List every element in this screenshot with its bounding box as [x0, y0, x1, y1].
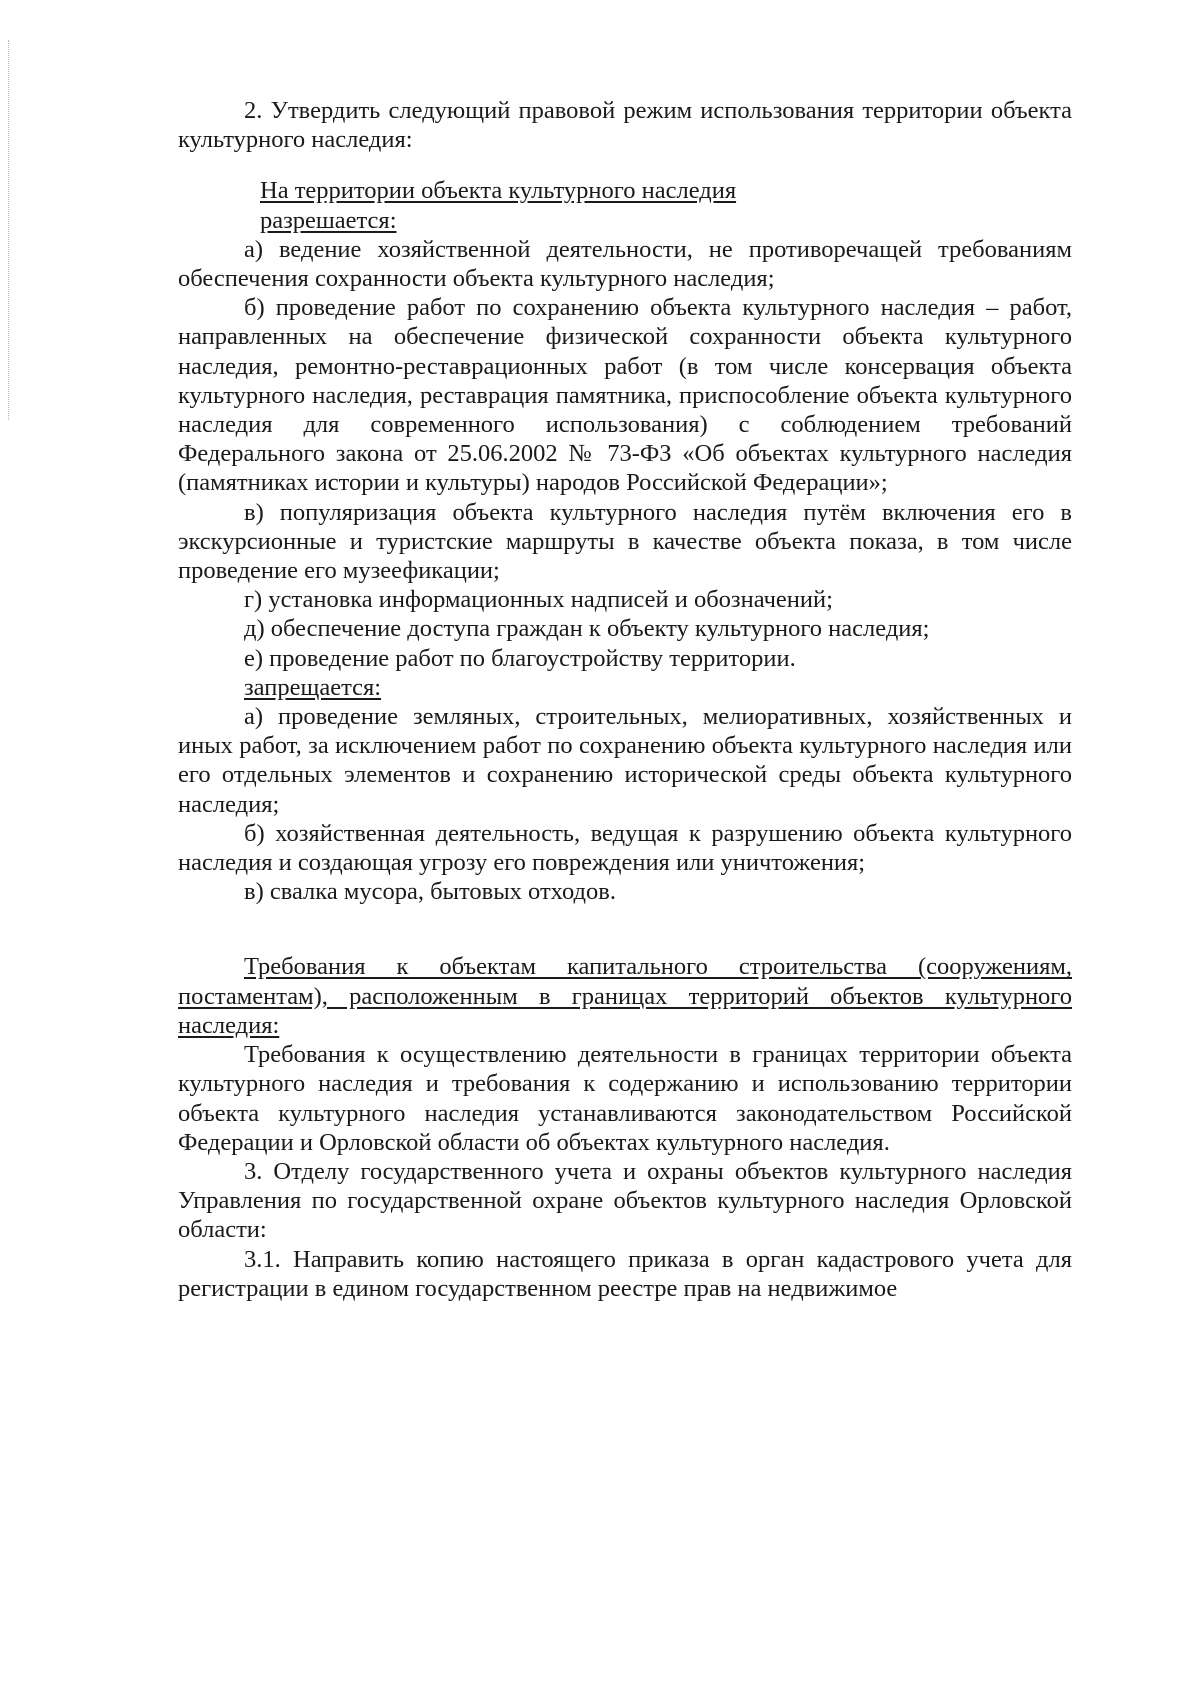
allowed-label: разрешается:: [260, 206, 397, 234]
paragraph-3-1: 3.1. Направить копию настоящего приказа в орган кадастрового учета для регистрации в едином государственном реестре прав на недвижимое: [178, 1245, 1072, 1302]
territory-heading: На территории объекта культурного наследия: [260, 177, 737, 205]
allowed-item-e: е) проведение работ по благоустройству территории.: [244, 644, 796, 672]
allowed-item-v: в) популяризация объекта культурного наследия путём включения его в экскурсионные и туристские маршруты в качестве объекта показа, в том числе проведение его музеефикации;: [178, 498, 1072, 585]
forbidden-item-a: а) проведение земляных, строительных, мелиоративных, хозяйственных и иных работ, за исключением работ по сохранению объекта культурного наследия или его отдельных элементов и сохранению исторической среды объекта культурного наследия;: [178, 703, 1072, 818]
forbidden-item-v: в) свалка мусора, бытовых отходов.: [244, 878, 616, 906]
paragraph-3: 3. Отделу государственного учета и охраны объектов культурного наследия Управления по государственной охране объектов культурного наследия Орловской области:: [178, 1157, 1072, 1244]
allowed-item-d: д) обеспечение доступа граждан к объекту культурного наследия;: [244, 615, 930, 643]
requirements-text: Требования к осуществлению деятельности в границах территории объекта культурного наследия и требования к содержанию и использованию территории объекта культурного наследия устанавливаются законодательством Российской Федерации и Орловской области об объектах культурного наследия.: [178, 1041, 1072, 1156]
allowed-item-g: г) установка информационных надписей и обозначений;: [244, 586, 833, 614]
paragraph-2-intro: 2. Утвердить следующий правовой режим использования территории объекта культурного наследия:: [178, 97, 1072, 154]
forbidden-item-b: б) хозяйственная деятельность, ведущая к разрушению объекта культурного наследия и создающая угрозу его повреждения или уничтожения;: [178, 819, 1072, 877]
allowed-item-a: а) ведение хозяйственной деятельности, не противоречащей требованиям обеспечения сохранности объекта культурного наследия;: [178, 235, 1072, 293]
requirements-heading: Требования к объектам капитального строительства (сооружениям, постаментам), расположенным в границах территорий объектов культурного наследия:: [178, 953, 1072, 1039]
scan-margin-marks: [8, 40, 13, 420]
forbidden-label: запрещается:: [244, 673, 382, 701]
allowed-item-b: б) проведение работ по сохранению объекта культурного наследия – работ, направленных на обеспечение физической сохранности объекта культурного наследия, ремонтно-реставрационных работ (в том числе консервация объекта культурного наследия, реставрация памятника, приспособление объекта культурного наследия для современного использования) с соблюдением требований Федерального закона от 25.06.2002 № 73-ФЗ «Об объектах культурного наследия (памятниках истории и культуры) народов Российской Федерации»;: [178, 294, 1072, 497]
